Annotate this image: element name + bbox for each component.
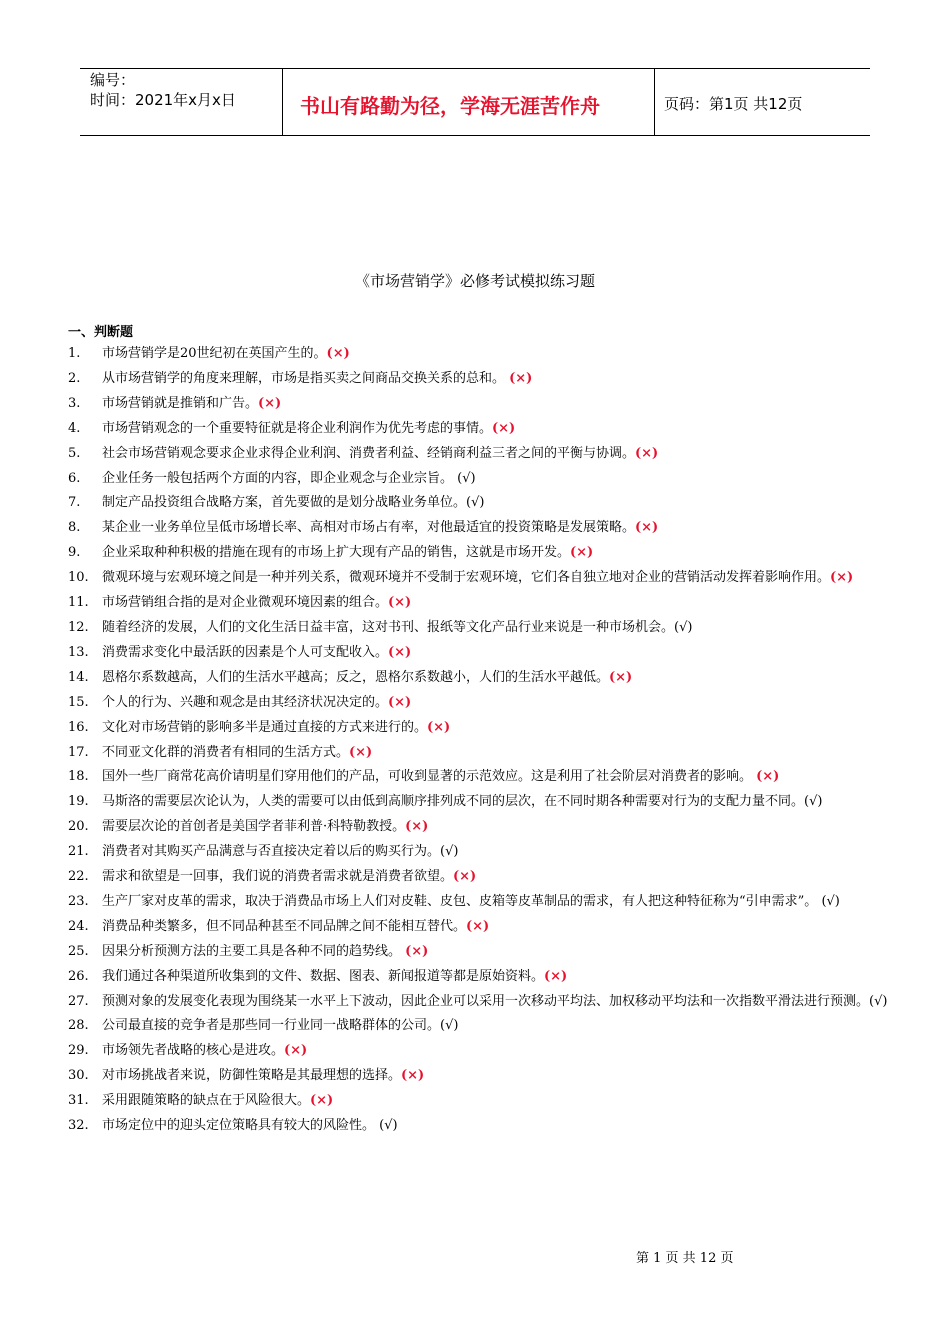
answer-false-mark: (×) — [635, 445, 659, 461]
question-item — [68, 1064, 888, 1089]
answer-false-mark: (×) — [544, 968, 568, 984]
question-text: 采用跟随策略的缺点在于风险很大。 — [102, 1093, 311, 1109]
question-item — [68, 442, 888, 467]
answer-false-mark: (×) — [453, 869, 477, 885]
answer-false-mark: (×) — [388, 694, 412, 710]
question-text: 公司最直接的竞争者是那些同一行业同一战略群体的公司。 — [102, 1018, 441, 1034]
question-number: 5. — [68, 445, 81, 461]
question-item — [68, 765, 888, 790]
question-item — [68, 591, 888, 616]
question-number: 3. — [68, 395, 81, 411]
question-item — [68, 815, 888, 840]
answer-false-mark: (×) — [609, 669, 633, 685]
question-number: 14. — [68, 669, 89, 685]
answer-false-mark: (×) — [405, 943, 429, 959]
question-number: 26. — [68, 968, 89, 984]
question-number: 2. — [68, 370, 81, 386]
question-text: 企业任务一般包括两个方面的内容，即企业观念与企业宗旨。 — [102, 470, 458, 486]
question-number: 16. — [68, 719, 89, 735]
question-item — [68, 890, 888, 915]
question-text: 消费需求变化中最活跃的因素是个人可支配收入。 — [102, 644, 389, 660]
answer-false-mark: (×) — [326, 346, 350, 361]
question-text: 需要层次论的首创者是美国学者菲利普·科特勒教授。 — [102, 819, 406, 835]
answer-true-mark: (√) — [466, 495, 485, 511]
question-text: 市场营销观念的一个重要特征就是将企业利润作为优先考虑的事情。 — [102, 420, 493, 436]
question-item — [68, 392, 888, 417]
question-item — [68, 367, 888, 392]
question-text: 市场营销组合指的是对企业微观环境因素的组合。 — [102, 595, 389, 611]
question-item — [68, 616, 888, 641]
question-number: 23. — [68, 893, 89, 909]
question-text: 消费者对其购买产品满意与否直接决定着以后的购买行为。 — [102, 844, 441, 860]
question-text: 个人的行为、兴趣和观念是由其经济状况决定的。 — [102, 694, 389, 710]
answer-true-mark: (√) — [869, 993, 888, 1009]
answer-true-mark: (√) — [440, 844, 459, 860]
header-divider-right — [654, 68, 655, 136]
question-item — [68, 940, 888, 965]
question-text: 某企业一业务单位呈低市场增长率、高相对市场占有率，对他最适宜的投资策略是发展策略。 — [102, 520, 636, 536]
question-item — [68, 741, 888, 766]
question-number: 21. — [68, 844, 89, 860]
answer-true-mark: (√) — [457, 470, 476, 486]
question-text: 预测对象的发展变化表现为围绕某一水平上下波动，因此企业可以采用一次移动平均法、加权移动平均法和一次指数平滑法进行预测。 — [102, 993, 870, 1009]
question-item — [68, 342, 888, 367]
answer-false-mark: (×) — [427, 719, 451, 735]
question-number: 9. — [68, 545, 81, 561]
question-text: 需求和欲望是一回事，我们说的消费者需求就是消费者欲望。 — [102, 869, 454, 885]
question-item — [68, 865, 888, 890]
question-item — [68, 566, 888, 591]
question-item — [68, 691, 888, 716]
header-top-rule — [80, 68, 870, 69]
question-item — [68, 491, 888, 516]
answer-false-mark: (×) — [405, 819, 429, 835]
question-text: 恩格尔系数越高，人们的生活水平越高；反之，恩格尔系数越小，人们的生活水平越低。 — [102, 669, 610, 685]
header-time-label: 时间：2021年x月x日 — [90, 91, 236, 109]
answer-true-mark: (√) — [804, 794, 823, 810]
question-number: 30. — [68, 1068, 89, 1084]
question-text: 不同亚文化群的消费者有相同的生活方式。 — [102, 744, 350, 760]
question-number: 25. — [68, 943, 89, 959]
question-text: 马斯洛的需要层次论认为，人类的需要可以由低到高顺序排列成不同的层次，在不同时期各种需要对行为的支配力量不同。 — [102, 794, 805, 810]
question-number: 24. — [68, 918, 89, 934]
answer-false-mark: (×) — [830, 570, 854, 586]
header-page-info: 页码：第1页 共12页 — [664, 95, 803, 113]
question-number: 31. — [68, 1093, 89, 1109]
question-item — [68, 716, 888, 741]
question-item — [68, 516, 888, 541]
answer-false-mark: (×) — [635, 520, 659, 536]
answer-false-mark: (×) — [492, 420, 516, 436]
answer-false-mark: (×) — [388, 595, 412, 611]
answer-false-mark: (×) — [388, 644, 412, 660]
question-text: 社会市场营销观念要求企业求得企业利润、消费者利益、经销商利益三者之间的平衡与协调。 — [102, 445, 636, 461]
question-item — [68, 541, 888, 566]
question-number: 15. — [68, 694, 89, 710]
question-number: 18. — [68, 769, 89, 785]
question-text: 我们通过各种渠道所收集到的文件、数据、图表、新闻报道等都是原始资料。 — [102, 968, 545, 984]
answer-false-mark: (×) — [509, 370, 533, 386]
question-number: 6. — [68, 470, 81, 486]
document-title: 《市场营销学》必修考试模拟练习题 — [354, 272, 595, 290]
answer-false-mark: (×) — [310, 1093, 334, 1109]
answer-false-mark: (×) — [284, 1043, 308, 1059]
answer-false-mark: (×) — [466, 918, 490, 934]
question-text: 因果分析预测方法的主要工具是各种不同的趋势线。 — [102, 943, 406, 959]
question-number: 13. — [68, 644, 89, 660]
header-motto: 书山有路勤为径，学海无涯苦作舟 — [300, 94, 600, 118]
question-item — [68, 1089, 888, 1114]
question-text: 市场营销学是20世纪初在英国产生的。 — [102, 346, 327, 361]
question-text: 消费品种类繁多，但不同品种甚至不同品牌之间不能相互替代。 — [102, 918, 467, 934]
question-text: 从市场营销学的角度来理解，市场是指买卖之间商品交换关系的总和。 — [102, 370, 510, 386]
question-number: 32. — [68, 1118, 89, 1134]
question-number: 10. — [68, 570, 89, 586]
question-item — [68, 1039, 888, 1064]
answer-false-mark: (×) — [349, 744, 373, 760]
question-list — [68, 342, 888, 1139]
header-divider-left — [282, 68, 283, 136]
question-number: 22. — [68, 869, 89, 885]
question-item — [68, 790, 888, 815]
answer-false-mark: (×) — [258, 395, 282, 411]
question-text: 国外一些厂商常花高价请明星们穿用他们的产品，可收到显著的示范效应。这是利用了社会阶层对消费者的影响。 — [102, 769, 757, 785]
question-number: 4. — [68, 420, 81, 436]
answer-true-mark: (√) — [379, 1118, 398, 1134]
answer-true-mark: (√) — [440, 1018, 459, 1034]
question-number: 19. — [68, 794, 89, 810]
answer-false-mark: (×) — [570, 545, 594, 561]
question-item — [68, 990, 888, 1015]
question-number: 27. — [68, 993, 89, 1009]
question-item — [68, 641, 888, 666]
question-text: 市场领先者战略的核心是进攻。 — [102, 1043, 285, 1059]
question-text: 市场营销就是推销和广告。 — [102, 395, 259, 411]
header-bottom-rule — [80, 135, 870, 136]
question-item — [68, 965, 888, 990]
question-item — [68, 666, 888, 691]
question-item — [68, 467, 888, 492]
question-number: 11. — [68, 595, 89, 611]
question-number: 8. — [68, 520, 81, 536]
question-number: 7. — [68, 495, 81, 511]
question-item — [68, 1014, 888, 1039]
question-text: 随着经济的发展，人们的文化生活日益丰富，这对书刊、报纸等文化产品行业来说是一种市场机会。 — [102, 619, 675, 635]
question-number: 17. — [68, 744, 89, 760]
question-number: 20. — [68, 819, 89, 835]
question-item — [68, 915, 888, 940]
question-item — [68, 840, 888, 865]
question-item — [68, 417, 888, 442]
answer-false-mark: (×) — [401, 1068, 425, 1084]
question-number: 12. — [68, 619, 89, 635]
question-item — [68, 1114, 888, 1139]
section-heading: 一、判断题 — [68, 325, 134, 340]
answer-true-mark: (√) — [674, 619, 693, 635]
question-text: 微观环境与宏观环境之间是一种并列关系，微观环境并不受制于宏观环境，它们各自独立地对企业的营销活动发挥着影响作用。 — [102, 570, 831, 586]
question-text: 文化对市场营销的影响多半是通过直接的方式来进行的。 — [102, 719, 428, 735]
question-number: 29. — [68, 1043, 89, 1059]
answer-false-mark: (×) — [756, 769, 780, 785]
question-number: 28. — [68, 1018, 89, 1034]
question-text: 企业采取种种积极的措施在现有的市场上扩大现有产品的销售，这就是市场开发。 — [102, 545, 571, 561]
question-text: 对市场挑战者来说，防御性策略是其最理想的选择。 — [102, 1068, 402, 1084]
question-text: 制定产品投资组合战略方案，首先要做的是划分战略业务单位。 — [102, 495, 467, 511]
answer-true-mark: (√) — [821, 893, 840, 909]
header-number-label: 编号： — [90, 71, 136, 89]
question-number: 1. — [68, 346, 81, 361]
question-text: 市场定位中的迎头定位策略具有较大的风险性。 — [102, 1118, 380, 1134]
page-footer: 第 1 页 共 12 页 — [636, 1251, 734, 1266]
question-text: 生产厂家对皮革的需求，取决于消费品市场上人们对皮鞋、皮包、皮箱等皮革制品的需求，有人把这种特征称为“引申需求”。 — [102, 893, 822, 909]
